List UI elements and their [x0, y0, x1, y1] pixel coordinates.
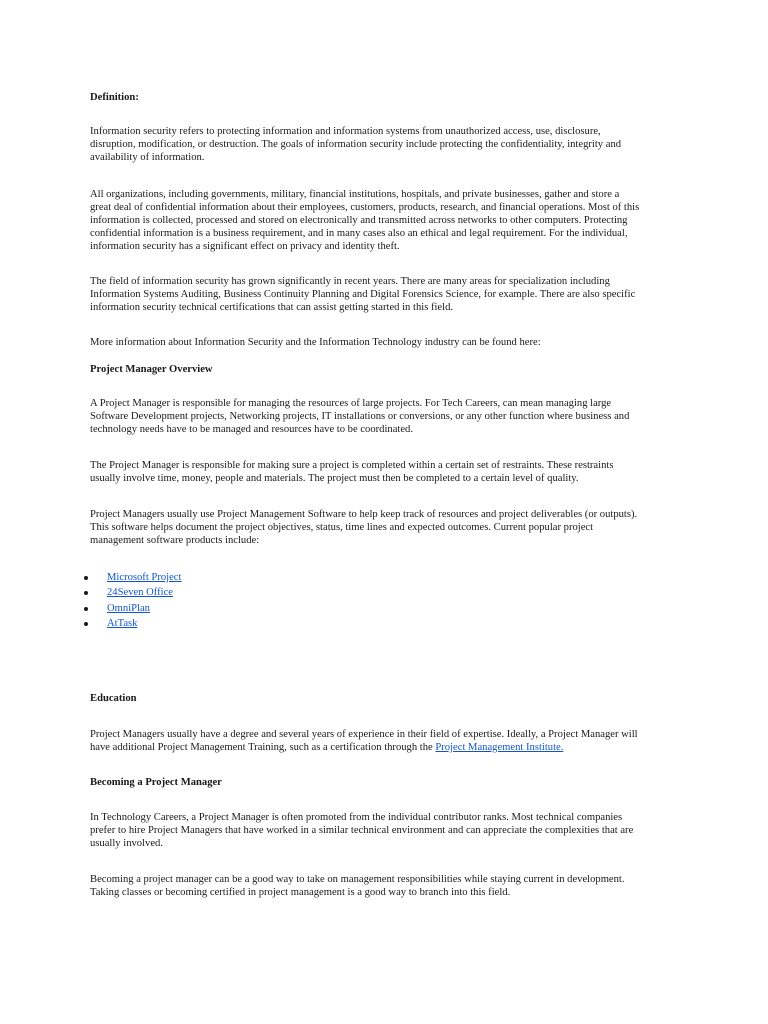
- software-list: [84, 571, 181, 632]
- text-line: usually involved.: [90, 838, 163, 849]
- bullet-icon: [84, 576, 88, 580]
- link-attask[interactable]: AtTask: [107, 617, 138, 629]
- bullet-icon: [84, 607, 88, 611]
- text-line: [90, 741, 680, 754]
- becoming-heading: Becoming a Project Manager: [90, 777, 222, 788]
- text-line: technology needs have to be managed and resources have to be coordinated.: [90, 424, 413, 435]
- overview-paragraph-1: [90, 397, 680, 436]
- text-line: information is collected, processed and stored on electronically and transmitted across networks to other computers. Protecting: [90, 215, 628, 226]
- text-line: Software Development projects, Networking projects, IT installations or conversions, or any other function where business and: [90, 411, 630, 422]
- overview-paragraph-3: [90, 508, 680, 547]
- becoming-paragraph-2: [90, 873, 680, 899]
- text-line: More information about Information Security and the Information Technology industry can be found here:: [90, 337, 541, 348]
- link-omniplan[interactable]: OmniPlan: [107, 602, 150, 614]
- list-item: [84, 586, 181, 601]
- definition-paragraph-4: [90, 336, 680, 349]
- text-line: This software helps document the project objectives, status, time lines and expected outcomes. Current popular project: [90, 522, 594, 533]
- text-line: All organizations, including governments, military, financial institutions, hospitals, and private businesses, gather and store a: [90, 189, 620, 200]
- link-project-management-institute[interactable]: Project Management Institute.: [435, 742, 564, 753]
- text-line: Project Managers usually use Project Management Software to help keep track of resources and project deliverables (or outputs).: [90, 509, 638, 520]
- bullet-icon: [84, 591, 88, 595]
- text-line: The Project Manager is responsible for making sure a project is completed within a certain set of restraints. These restraints: [90, 460, 614, 471]
- becoming-paragraph-1: [90, 811, 680, 850]
- definition-paragraph-1: [90, 125, 680, 164]
- education-heading: Education: [90, 693, 137, 704]
- definition-paragraph-3: [90, 275, 680, 314]
- overview-heading: Project Manager Overview: [90, 364, 213, 375]
- list-item: [84, 617, 181, 632]
- text-line: great deal of confidential information about their employees, customers, products, research, and financial operations. Most of this: [90, 202, 640, 213]
- link-24seven-office[interactable]: 24Seven Office: [107, 587, 173, 599]
- definition-paragraph-2: [90, 188, 680, 253]
- bullet-icon: [84, 622, 88, 626]
- text-line: In Technology Careers, a Project Manager is often promoted from the individual contributor ranks. Most technical companies: [90, 812, 623, 823]
- text-line: disruption, modification, or destruction. The goals of information security include protecting the confidentiality, integrity and: [90, 139, 622, 150]
- overview-paragraph-2: [90, 459, 680, 485]
- text-line: prefer to hire Project Managers that have worked in a similar technical environment and can appreciate the complexities that are: [90, 825, 634, 836]
- education-paragraph: [90, 728, 680, 754]
- link-microsoft-project[interactable]: Microsoft Project: [107, 572, 182, 583]
- text-line: information security has a significant effect on privacy and identity theft.: [90, 241, 400, 252]
- text-line: A Project Manager is responsible for managing the resources of large projects. For Tech Careers, can mean managing large: [90, 398, 612, 409]
- text-line: The field of information security has grown significantly in recent years. There are many areas for specialization including: [90, 276, 610, 287]
- text-line: Information Systems Auditing, Business Continuity Planning and Digital Forensics Science, for example. There are also specific: [90, 289, 636, 300]
- list-item: [84, 602, 181, 617]
- text-line: confidential information is a business requirement, and in many cases also an ethical and legal requirement. For the individual,: [90, 228, 628, 239]
- definition-heading: Definition:: [90, 92, 139, 103]
- text-line: usually involve time, money, people and materials. The project must then be completed to a certain level of quality.: [90, 473, 579, 484]
- text-line: availability of information.: [90, 152, 205, 163]
- text-line: Project Managers usually have a degree and several years of experience in their field of expertise. Ideally, a Project Manager will: [90, 729, 638, 740]
- list-item: [84, 571, 181, 586]
- text-line: Taking classes or becoming certified in project management is a good way to branch into this field.: [90, 887, 511, 898]
- text-line: Information security refers to protecting information and information systems from unauthorized access, use, disclosure,: [90, 126, 601, 137]
- text-line: Becoming a project manager can be a good way to take on management responsibilities while staying current in development.: [90, 874, 625, 885]
- text-fragment: have additional Project Management Training, such as a certification through the: [90, 742, 436, 753]
- text-line: management software products include:: [90, 535, 260, 546]
- text-line: information security technical certifications that can assist getting started in this field.: [90, 302, 454, 313]
